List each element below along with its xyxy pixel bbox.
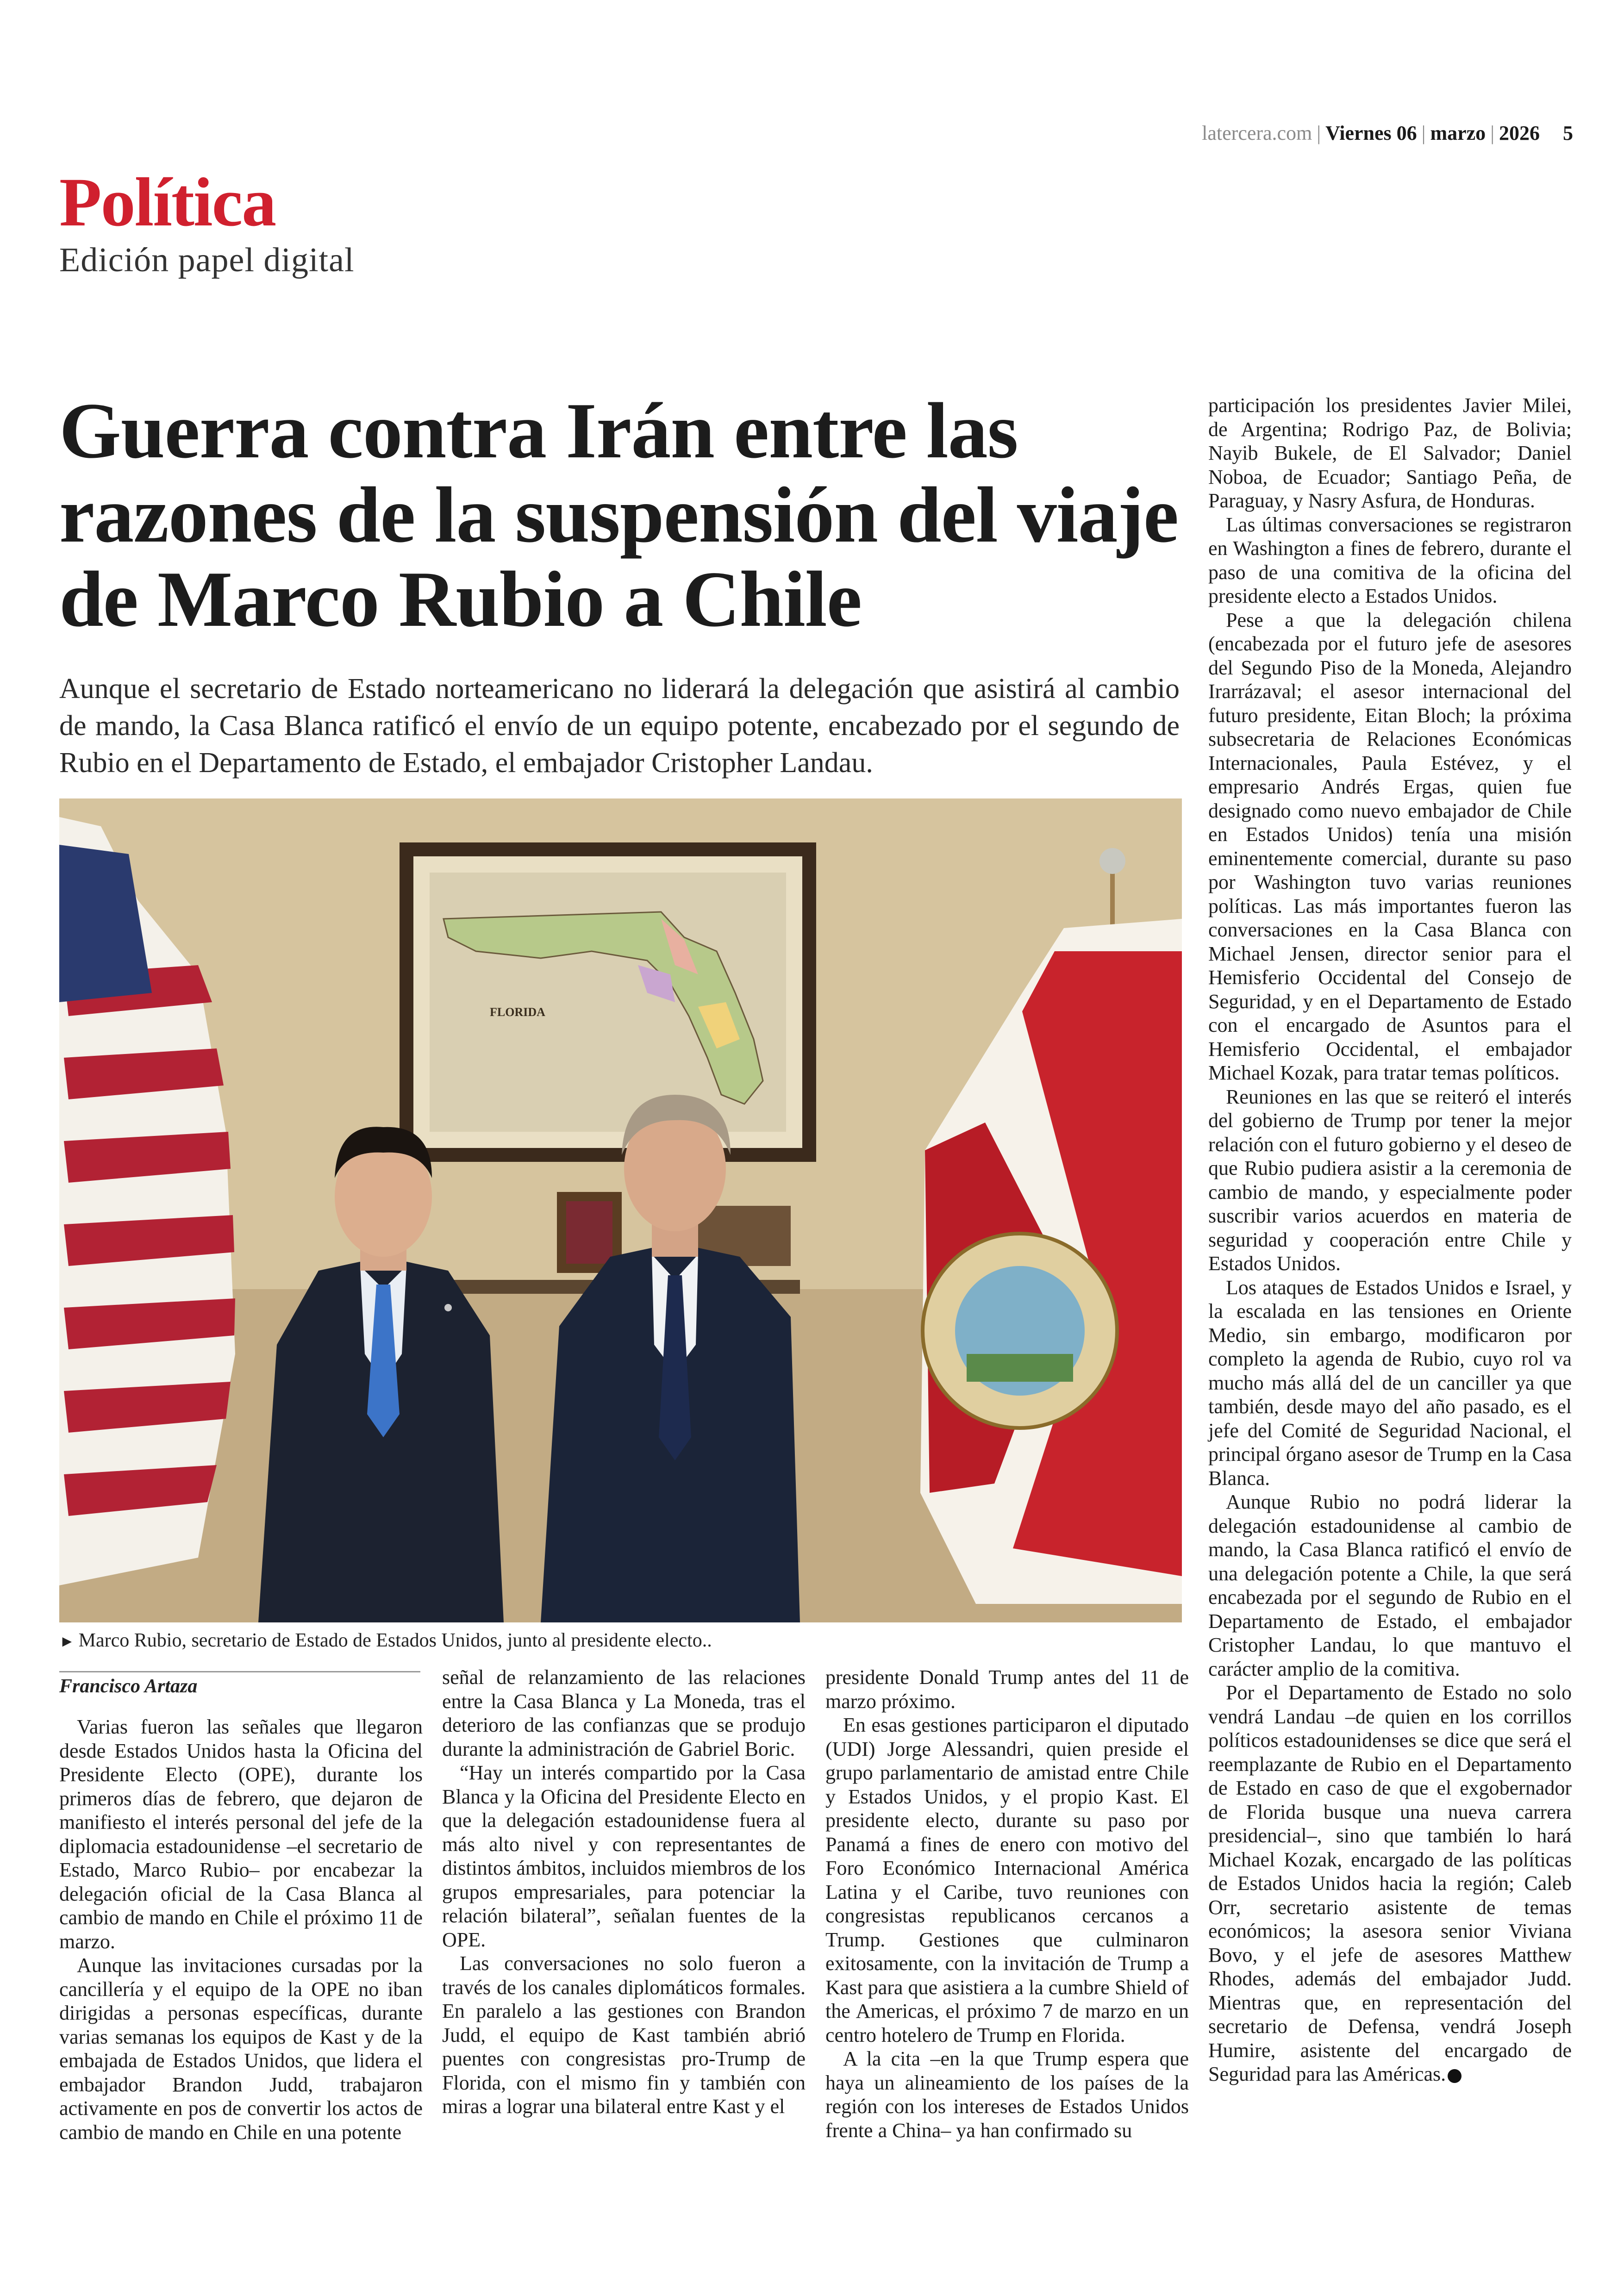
page-number: 5 [1563,122,1573,144]
article-paragraph: Pese a que la delegación chilena (encabezada por el futuro jefe de asesores del Segundo Piso de la Moneda, Alejandro Irarrázaval; el asesor internacional del futuro presidente, Eitan Bloch; la próxima subsecretaria de Relaciones Económicas Internacionales, Paula Estévez, y el empresario Andrés Ergas, quien fue designado como nuevo embajador de Chile en Estados Unidos) tenía una misión eminentemente comercial, durante su paso por Washington tuvo varias reuniones políticas. Las más importantes fueron las conversaciones en la Casa Blanca con Michael Jensen, director senior para el Hemisferio Occidental del Consejo de Seguridad, y en el Departamento de Estado con el encargado de Asuntos para el Hemisferio Occidental, el embajador Michael Kozak, para tratar temas políticos. [1208,608,1572,1084]
article-paragraph: Las últimas conversaciones se registraron en Washington a fines de febrero, durante el paso de una comitiva de la oficina del presidente electo a Estados Unidos. [1208,513,1572,607]
photo-illustration [59,798,1182,1622]
separator: | [1317,122,1321,144]
article-paragraph: Aunque las invitaciones cursadas por la cancillería y el equipo de la OPE no iban dirigidas a personas específicas, durante varias semanas los equipos de Kast y de la embajada de Estados Unidos, que lidera el embajador Brandon Judd, trabajaron activamente en pos de convertir los actos de cambio de mando en Chile en una potente [59,1954,423,2144]
article-deck: Aunque el secretario de Estado norteamericano no liderará la delegación que asistirá al cambio de mando, la Casa Blanca ratificó el envío de un equipo potente, encabezado por el segundo de Rubio en el Departamento de Estado, el embajador Cristopher Landau. [59,673,1180,779]
article-paragraph: presidente Donald Trump antes del 11 de marzo próximo. [825,1666,1189,1713]
article-column-2 [442,1665,806,2119]
article-paragraph: Los ataques de Estados Unidos e Israel, y la escalada en las tensiones en Oriente Medio, sin embargo, modificaron por completo la agenda de Rubio, cuyo rol va mucho más allá del de un canciller ya que también, desde mayo del año pasado, es el jefe del Comité de Seguridad Nacional, el principal órgano asesor de Trump en la Casa Blanca. [1208,1276,1572,1490]
edition-label: Edición papel digital [59,241,355,279]
issue-year: 2026 [1499,122,1540,144]
issue-day: Viernes 06 [1325,122,1417,144]
article-paragraph: Las conversaciones no solo fueron a través de los canales diplomáticos formales. En paralelo a las gestiones con Brandon Judd, el equipo de Kast también abrió puentes con congresistas pro-Trump de Florida, con el mismo fin y también con miras a lograr una bilateral entre Kast y el [442,1952,806,2118]
article-paragraph: Reuniones en las que se reiteró el interés del gobierno de Trump por tener la mejor relación con el futuro gobierno y el deseo de que Rubio pudiera asistir a la ceremonia de cambio de mando, y especialmente poder suscribir varios acuerdos en materia de seguridad y cooperación entre Chile y Estados Unidos. [1208,1085,1572,1275]
article-paragraph: A la cita –en la que Trump espera que haya un alineamiento de los países de la región con los intereses de Estados Unidos frente a China– ya han confirmado su [825,2047,1189,2142]
article-photo [59,798,1182,1622]
separator: | [1421,122,1426,144]
article-paragraph: participación los presidentes Javier Milei, de Argentina; Rodrigo Paz, de Bolivia; Nayib Bukele, de El Salvador; Daniel Noboa, de Ecuador; Santiago Peña, de Paraguay, y Nasry Asfura, de Honduras. [1208,394,1572,512]
separator: | [1490,122,1494,144]
article-paragraph: Aunque Rubio no podrá liderar la delegación estadounidense al cambio de mando, la Casa Blanca ratificó el envío de una delegación potente a Chile, la que será encabezada por el segundo de Rubio en el Departamento de Estado, el embajador Cristopher Landau, lo que mantuvo el carácter amplio de la comitiva. [1208,1491,1572,1680]
caption-arrow-icon: ► [59,1633,75,1650]
article-column-3 [825,1665,1189,2142]
end-of-article-dot-icon [1448,2069,1462,2083]
article-paragraph: “Hay un interés compartido por la Casa Blanca y la Oficina del Presidente Electo en que la delegación estadounidense fuera al más alto nivel y con representantes de distintos ámbitos, incluidos miembros de los grupos empresariales, para potenciar la relación bilateral”, señalan fuentes de la OPE. [442,1761,806,1951]
article-column-1 [59,1715,423,2144]
author-byline: Francisco Artaza [59,1671,420,1697]
article-headline: Guerra contra Irán entre las razones de la suspensión del viaje de Marco Rubio a Chile [59,387,1179,643]
article-paragraph: señal de relanzamiento de las relaciones entre la Casa Blanca y La Moneda, tras el deterioro de las confianzas que se produjo durante la administración de Gabriel Boric. [442,1666,806,1760]
article-paragraph: Varias fueron las señales que llegaron desde Estados Unidos hasta la Oficina del Presidente Electo (OPE), durante los primeros días de febrero, que dejaron de manifiesto el interés personal del jefe de la diplomacia estadounidense –el secretario de Estado, Marco Rubio– por encabezar la delegación oficial de la Casa Blanca al cambio de mando en Chile el próximo 11 de marzo. [59,1715,423,1953]
article-paragraph-final [1208,1681,1572,2086]
map-label: FLORIDA [490,1005,545,1019]
photo-caption-text: Marco Rubio, secretario de Estado de Estados Unidos, junto al presidente electo.. [78,1630,712,1651]
section-title: Política [59,164,276,241]
page-header-meta [1202,121,1573,145]
photo-caption [59,1629,1182,1652]
article-paragraph-text: Por el Departamento de Estado no solo vendrá Landau –de quien en los corrillos políticos estadounidenses se dice que será el reemplazante de Rubio en el Departamento de Estado en caso de que el exgobernador de Florida busque una nueva carrera presidencial–, sino que también lo hará Michael Kozak, encargado de las políticas de Estados Unidos hacia la región; Caleb Orr, secretario asistente de temas económicos; la asesora senior Viviana Bovo, y el jefe de asesores Matthew Rhodes, además del embajador Judd. Mientras que, en representación del secretario de Defensa, vendrá Joseph Humire, asistente del encargado de Seguridad para las Américas. [1208,1681,1572,2085]
issue-month: marzo [1430,122,1486,144]
small-frame-inner [566,1201,612,1264]
site-domain[interactable]: latercera.com [1202,122,1312,144]
article-paragraph: En esas gestiones participaron el diputado (UDI) Jorge Alessandri, quien preside el grupo parlamentario de amistad entre Chile y Estados Unidos, y el propio Kast. El presidente electo, durante su paso por Panamá a fines de enero con motivo del Foro Económico Internacional América Latina y el Caribe, tuvo reuniones con congresistas republicanos cercanos a Trump. Gestiones que culminaron exitosamente, con la invitación de Trump a Kast para que asistiera a la cumbre Shield of the Americas, el próximo 7 de marzo en un centro hotelero de Trump en Florida. [825,1714,1189,2046]
article-column-4 [1208,393,1572,2086]
